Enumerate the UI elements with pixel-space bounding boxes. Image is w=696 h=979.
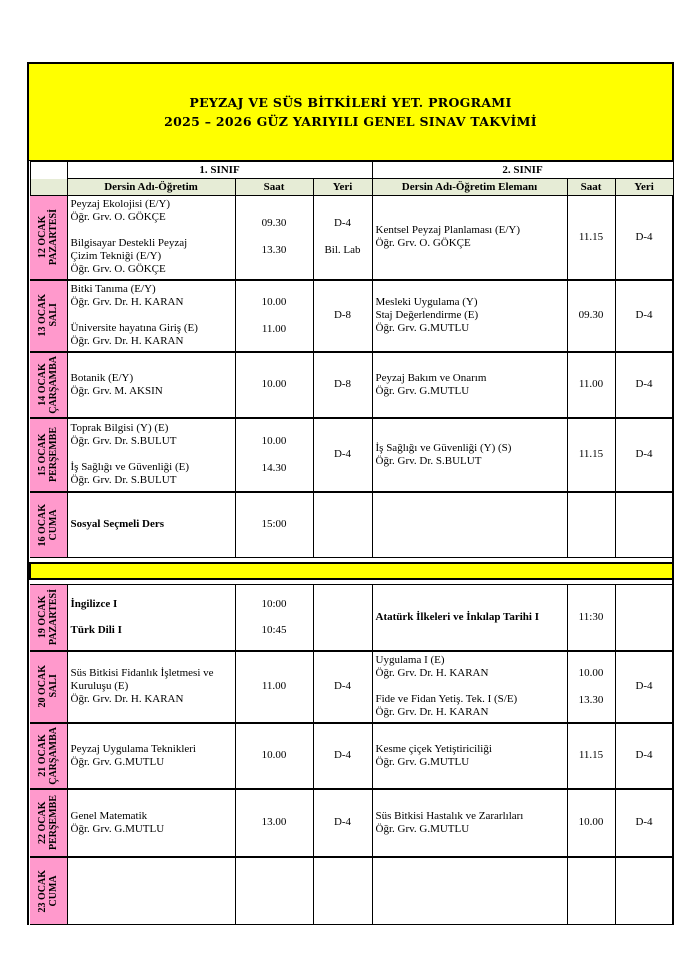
class2-time-line: 10.00 [578,816,604,828]
class2-course [372,651,567,723]
class1-course-line: Öğr. Grv. Dr. H. KARAN [70,335,184,347]
day-text: 14 OCAK ÇARŞAMBA [37,355,60,414]
class2-room [615,651,673,723]
class2-room [615,723,673,789]
class1-course-line: Kuruluşu (E) [70,680,129,692]
class1-room-line: D-8 [333,309,352,321]
class2-course [372,280,567,352]
class1-course-line: Bitki Tanıma (E/Y) [70,283,156,295]
schedule-row [30,789,673,857]
class1-course-line: Botanik (E/Y) [70,371,134,384]
class2-course [372,723,567,789]
class2-time [567,492,615,558]
class2-room [615,352,673,418]
class2-room [615,280,673,352]
class2-course-line: Uygulama I (E) [375,654,445,666]
class2-course-line: Öğr. Grv. Dr. S.BULUT [375,454,482,467]
class1-course-line: Öğr. Grv. O. GÖKÇE [70,211,166,224]
class1-time-line: 13.00 [261,816,287,828]
class1-course-line: Çizim Tekniği (E/Y) [70,250,162,263]
class2-time-line: 13.30 [578,693,604,706]
class1-room-line: D-4 [333,448,352,460]
class2-course [372,418,567,492]
day-text: 19 OCAK PAZARTESİ [37,589,60,646]
class1-course [67,857,235,925]
class2-course-line: İş Sağlığı ve Güvenliği (Y) (S) [375,441,512,454]
class2-room [615,418,673,492]
class1-time [235,585,313,651]
day-label [30,196,67,280]
class2-time [567,723,615,789]
class2-time [567,789,615,857]
class1-course-line: Bilgisayar Destekli Peyzaj [70,237,188,250]
class2-time [567,857,615,925]
class2-time-line: 11.15 [578,448,604,460]
class1-room [313,196,372,280]
class2-course [372,857,567,925]
class1-time-line: 15:00 [261,518,287,531]
exam-schedule-sheet [27,62,674,925]
schedule-row [30,280,673,352]
class2-course-line: Fide ve Fidan Yetiş. Tek. I (S/E) [375,693,518,705]
class1-course-line: Öğr. Grv. G.MUTLU [70,822,165,835]
class1-room [313,492,372,558]
day-text: 13 OCAK SALI [37,294,60,337]
day-label [30,585,67,651]
class1-course [67,352,235,418]
class2-room [615,196,673,280]
class1-room [313,418,372,492]
schedule-row [30,585,673,651]
class1-time-line: 13.30 [261,244,287,257]
class2-room-line: D-4 [635,230,653,243]
class1-room-line: Bil. Lab [324,244,361,257]
day-label [30,492,67,558]
corner-cell [30,162,67,179]
day-label [30,651,67,723]
class2-course-line: Öğr. Grv. Dr. H. KARAN [375,667,489,679]
class2-time-line: 11:30 [578,610,604,623]
class1-room-line: D-4 [333,217,352,230]
day-label [30,789,67,857]
class1-time-line: 11.00 [261,322,287,335]
class1-course [67,418,235,492]
class1-course-line [71,309,235,322]
class2-time-line: 11.00 [578,378,604,390]
class2-time [567,280,615,352]
class1-room-line: D-4 [333,816,352,828]
day-text: 23 OCAK CUMA [37,869,60,912]
class2-course-line: Kesme çiçek Yetiştiriciliği [375,742,492,755]
title-banner [29,64,672,161]
class1-time [235,492,313,558]
class2-room-line: D-4 [635,816,653,828]
class1-time-line: 10.00 [261,378,287,390]
class2-course-line: Atatürk İlkeleri ve İnkılap Tarihi I [375,610,540,623]
class2-room-header: Yeri [615,179,673,196]
class1-time-line: 10.00 [261,434,287,447]
class1-course-line: Öğr. Grv. Dr. H. KARAN [70,296,184,308]
class1-time [235,651,313,723]
class2-course-line: Öğr. Grv. G.MUTLU [375,322,470,334]
class1-course-line: Öğr. Grv. M. AKSIN [70,384,163,397]
class1-time-header: Saat [235,179,313,196]
day-label [30,418,67,492]
class2-room-line: D-4 [635,680,653,692]
class1-room-line: D-4 [333,749,352,761]
class1-course-line: Öğr. Grv. G.MUTLU [70,755,165,768]
class2-course [372,585,567,651]
class1-room [313,857,372,925]
class2-course [372,352,567,418]
class1-course-line: Öğr. Grv. Dr. S.BULUT [70,474,177,486]
class2-course-line: Kentsel Peyzaj Planlaması (E/Y) [375,224,520,237]
class2-room-line: D-4 [635,749,653,761]
class2-room [615,492,673,558]
class1-time [235,418,313,492]
class1-room [313,651,372,723]
day-text: 15 OCAK PERŞEMBE [37,426,60,482]
day-text: 16 OCAK CUMA [37,503,60,546]
class2-time [567,651,615,723]
class1-header: 1. SINIF [67,162,372,179]
week2-body [30,585,673,925]
class2-room [615,789,673,857]
schedule-row [30,196,673,280]
class1-course [67,492,235,558]
class1-time-line: 10:45 [261,623,287,636]
class2-time [567,418,615,492]
class1-course [67,789,235,857]
class2-room-line: D-4 [635,309,653,321]
class2-course-line: Öğr. Grv. O. GÖKÇE [375,237,471,250]
class2-room [615,585,673,651]
class1-time-line: 10:00 [261,597,287,610]
class1-time [235,352,313,418]
class2-course-line: Mesleki Uygulama (Y) [375,296,478,308]
class2-course-line [376,680,567,693]
schedule-table [29,161,674,925]
schedule-row [30,352,673,418]
class1-course-line: İngilizce I [70,597,118,610]
class1-time [235,789,313,857]
class1-course-line [71,448,235,461]
class1-room-line: D-4 [333,680,352,692]
class2-time [567,196,615,280]
class1-time-line: 09.30 [261,217,287,230]
class1-course-line: Genel Matematik [70,809,148,822]
class2-course [372,492,567,558]
class2-course-line: Öğr. Grv. G.MUTLU [375,755,470,768]
class1-course-line: Türk Dili I [70,623,122,636]
class1-room-header: Yeri [313,179,372,196]
class2-room-line: D-4 [635,378,653,390]
day-text: 12 OCAK PAZARTESİ [37,209,60,266]
class2-time [567,585,615,651]
class2-time-line: 09.30 [578,309,604,321]
class1-time [235,196,313,280]
class1-course-line: Toprak Bilgisi (Y) (E) [70,422,169,434]
day-label [30,280,67,352]
class2-room [615,857,673,925]
schedule-row [30,651,673,723]
class1-room [313,280,372,352]
class1-course-line: İş Sağlığı ve Güvenliği (E) [70,461,190,473]
class2-header: 2. SINIF [372,162,673,179]
class1-course-line: Peyzaj Ekolojisi (E/Y) [70,198,171,211]
class2-time-header: Saat [567,179,615,196]
week-separator [30,558,673,585]
class1-course-header: Dersin Adı-Öğretim [67,179,235,196]
class2-course-line: Staj Değerlendirme (E) [375,309,479,321]
program-title: PEYZAJ VE SÜS BİTKİLERİ YET. PROGRAMI [189,95,512,110]
class1-course-line: Peyzaj Uygulama Teknikleri [70,742,196,755]
class1-course [67,585,235,651]
class1-course-line: Üniversite hayatına Giriş (E) [70,322,198,334]
day-label [30,723,67,789]
class1-room [313,585,372,651]
class1-room [313,789,372,857]
class1-course [67,196,235,280]
class2-course [372,789,567,857]
class2-time [567,352,615,418]
class2-time-line: 11.15 [578,749,604,761]
class2-course-header: Dersin Adı-Öğretim Elemanı [372,179,567,196]
class1-course [67,280,235,352]
week-divider-bar [30,563,673,579]
class1-room-line: D-8 [333,378,352,390]
class2-time-line: 10.00 [578,666,604,679]
class1-time [235,857,313,925]
class1-course-line: Öğr. Grv. Dr. S.BULUT [70,435,177,447]
class2-course-line: Öğr. Grv. G.MUTLU [375,822,470,835]
schedule-title: 2025 – 2026 GÜZ YARIYILI GENEL SINAV TAKVİMİ [164,114,537,129]
day-text: 22 OCAK PERŞEMBE [37,794,60,850]
class2-room-line: D-4 [635,448,653,460]
schedule-row [30,492,673,558]
class2-course-line: Süs Bitkisi Hastalık ve Zararlıları [375,809,524,822]
class1-room [313,723,372,789]
class1-time-line: 11.00 [261,680,287,692]
class1-course [67,723,235,789]
class1-course-line [71,611,235,624]
class1-course-line: Sosyal Seçmeli Ders [70,518,164,531]
class2-course-line: Peyzaj Bakım ve Onarım [375,371,487,384]
class1-time [235,723,313,789]
week1-body [30,196,673,558]
day-text: 20 OCAK SALI [37,665,60,708]
class1-time [235,280,313,352]
class1-course-line: Öğr. Grv. Dr. H. KARAN [70,693,184,705]
class1-time-line: 14.30 [261,461,287,474]
class1-course-line: Öğr. Grv. O. GÖKÇE [70,263,166,276]
class2-time-line: 11.15 [578,230,604,243]
class2-course [372,196,567,280]
day-label [30,352,67,418]
corner-cell-2 [30,179,67,196]
class1-room [313,352,372,418]
class2-course-line: Öğr. Grv. Dr. H. KARAN [375,706,489,718]
schedule-row [30,857,673,925]
schedule-row [30,723,673,789]
class2-course-line: Öğr. Grv. G.MUTLU [375,384,470,397]
class1-time-line: 10.00 [261,295,287,308]
schedule-row [30,418,673,492]
class1-course-line: Süs Bitkisi Fidanlık İşletmesi ve [70,667,214,679]
class1-course [67,651,235,723]
class1-time-line: 10.00 [261,749,287,761]
class1-course-line [71,224,235,237]
day-text: 21 OCAK ÇARŞAMBA [37,726,60,785]
day-label [30,857,67,925]
